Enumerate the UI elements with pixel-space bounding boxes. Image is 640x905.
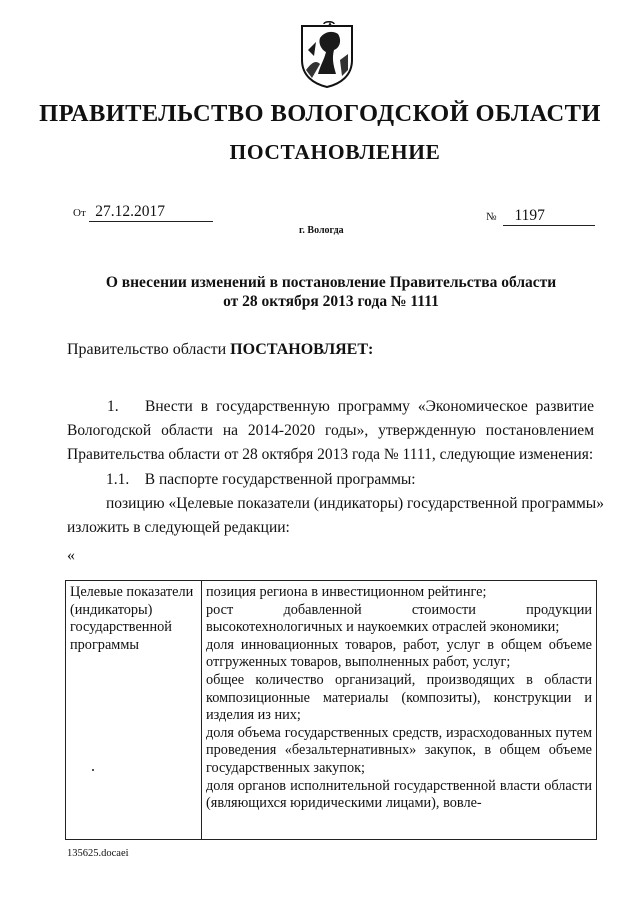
indicators-table <box>65 580 597 840</box>
document-type-title: ПОСТАНОВЛЕНИЕ <box>229 140 441 164</box>
indicator-item: позиция региона в инвестиционном рейтинге; <box>206 584 487 600</box>
intro-prefix: Правительство области <box>67 341 227 358</box>
vologda-coat-of-arms-icon <box>298 20 356 88</box>
number-value: 1197 <box>503 207 595 226</box>
paragraph-1-1: 1.1. В паспорте государственной программы: <box>106 471 416 488</box>
indicator-item: доля объема государственных средств, израсходованных путем проведения «безальтернативных» закупок, в общем объеме государственных закупок; <box>206 724 592 776</box>
paragraph-1-number: 1. <box>107 398 119 415</box>
city-name: г. Вологда <box>299 225 344 236</box>
decree-intro <box>67 341 373 359</box>
table-row <box>66 581 597 840</box>
subject-line-1: О внесении изменений в постановление Правительства области <box>105 274 557 291</box>
open-quote: « <box>67 547 75 564</box>
indicator-item: общее количество организаций, производящих в области композиционные материалы (композиты), конструкции и изделия из них; <box>206 671 592 724</box>
paragraph-1-text: Внести в государственную программу «Экономическое развитие Вологодской области на 2014-2020 годы», утвержденную постановлением Правительства области от 28 октября 2013 года № 1111, следующие изменения: <box>67 398 594 463</box>
indicator-item: рост добавленной стоимости продукции высокотехнологичных и наукоемких отраслей экономики; <box>206 601 592 636</box>
table-left-header: Целевые показатели (индикаторы) государственной программы <box>66 581 202 840</box>
indicator-item: доля инновационных товаров, работ, услуг в общем объеме отгруженных товаров, выполненных работ, услуг; <box>206 636 592 671</box>
date-prefix: От <box>73 207 86 219</box>
paragraph-1 <box>67 395 594 467</box>
document-number <box>486 207 595 226</box>
paragraph-position: позицию «Целевые показатели (индикаторы) государственной программы» <box>106 495 604 512</box>
paragraph-redaction: изложить в следующей редакции: <box>67 519 290 536</box>
table-indicators-cell <box>202 581 597 840</box>
indicator-item: доля органов исполнительной государственной власти области (являющихся юридическими лицами), вовле- <box>206 777 592 812</box>
document-date <box>73 203 213 222</box>
footer-file-name: 135625.docaei <box>67 848 129 859</box>
scan-speck <box>92 769 94 771</box>
date-value: 27.12.2017 <box>89 203 213 222</box>
document-subject <box>0 273 640 311</box>
intro-decides: ПОСТАНОВЛЯЕТ: <box>230 341 374 358</box>
government-title: ПРАВИТЕЛЬСТВО ВОЛОГОДСКОЙ ОБЛАСТИ <box>39 100 601 127</box>
subject-line-2: от 28 октября 2013 года № 1111 <box>223 293 439 310</box>
number-prefix: № <box>486 211 497 223</box>
